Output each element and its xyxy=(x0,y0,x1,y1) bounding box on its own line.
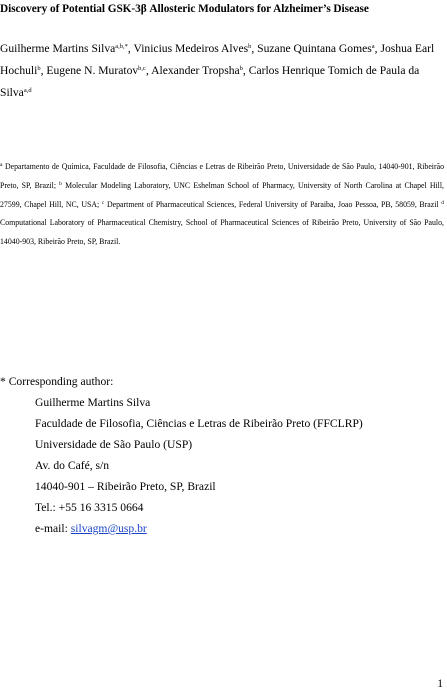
corresponding-author-street: Av. do Café, s/n xyxy=(35,459,110,472)
author-separator: , xyxy=(374,42,381,55)
author-name: Guilherme Martins Silva xyxy=(0,42,116,55)
corresponding-author-heading: * Corresponding author: xyxy=(0,375,114,388)
page-number: 1 xyxy=(437,678,443,690)
affiliation-marker: d xyxy=(441,199,444,206)
author-name: Joshua Earl Hochuli xyxy=(0,42,435,77)
author-affiliation-marker: b,c xyxy=(138,65,146,72)
corresponding-author-block xyxy=(0,371,447,539)
author-separator: , xyxy=(145,64,152,77)
affiliation-marker: a xyxy=(0,162,3,168)
author-name: Carlos Henrique Tomich de Paula da Silva xyxy=(0,64,420,99)
author-name: Alexander Tropsha xyxy=(151,64,240,77)
affiliation-text: Department of Pharmaceutical Sciences, Federal University of Paraiba, Joao Pessoa, PB, 58059, Brazil xyxy=(106,199,442,209)
author-affiliation-marker: a,d xyxy=(23,87,32,94)
corresponding-author-university: Universidade de São Paulo (USP) xyxy=(35,438,193,451)
author-name: Vinicius Medeiros Alves xyxy=(133,42,249,55)
author-affiliation-marker: b xyxy=(37,65,41,72)
author-affiliation-marker: a,b, xyxy=(115,43,125,50)
author-separator: , xyxy=(127,42,134,55)
author-separator: , xyxy=(40,64,47,77)
corresponding-author-email-line xyxy=(0,518,447,539)
author-affiliation-marker: b xyxy=(239,65,243,72)
author-name: Suzane Quintana Gomes xyxy=(257,42,372,55)
corresponding-author-faculty: Faculdade de Filosofia, Ciências e Letras de Ribeirão Preto (FFCLRP) xyxy=(35,417,363,430)
author-affiliation-marker: b xyxy=(248,43,252,50)
email-link[interactable]: silvagm@usp.br xyxy=(70,522,147,535)
author-affiliation-marker: a xyxy=(371,43,375,50)
author-name: Eugene N. Muratov xyxy=(46,64,139,77)
corresponding-author-phone: Tel.: +55 16 3315 0664 xyxy=(35,501,144,514)
affiliation-marker: c xyxy=(101,199,105,206)
affiliation-text: Molecular Modeling Laboratory, UNC Eshelman School of Pharmacy, University of North Carolina at Chapel Hill, 27599, Chapel Hill, NC, USA; xyxy=(0,180,444,209)
affiliation-text: Computational Laboratory of Pharmaceutical Chemistry, School of Pharmaceutical Sciences of Ribeirão Preto, University of São Paulo, 14040-903, Ribeirão Preto, SP, Brazil. xyxy=(0,218,444,247)
email-label: e-mail: xyxy=(35,522,71,535)
author-separator: , xyxy=(242,64,249,77)
author-separator: , xyxy=(251,42,258,55)
affiliation-marker: b xyxy=(59,180,62,187)
affiliation-text: Departamento de Química, Faculdade de Filosofia, Ciências e Letras de Ribeirão Preto, Universidade de São Paulo, 14040-901, Ribeirão Preto, SP, Brazil; xyxy=(0,162,444,190)
affiliations-block xyxy=(0,158,444,252)
paper-title: Discovery of Potential GSK-3β Allosteric Modulators for Alzheimer’s Disease xyxy=(0,3,369,15)
author-list xyxy=(0,38,438,104)
corresponding-author-name: Guilherme Martins Silva xyxy=(35,396,151,409)
corresponding-author-marker: * xyxy=(124,43,128,50)
corresponding-author-city: 14040-901 – Ribeirão Preto, SP, Brazil xyxy=(35,480,216,493)
